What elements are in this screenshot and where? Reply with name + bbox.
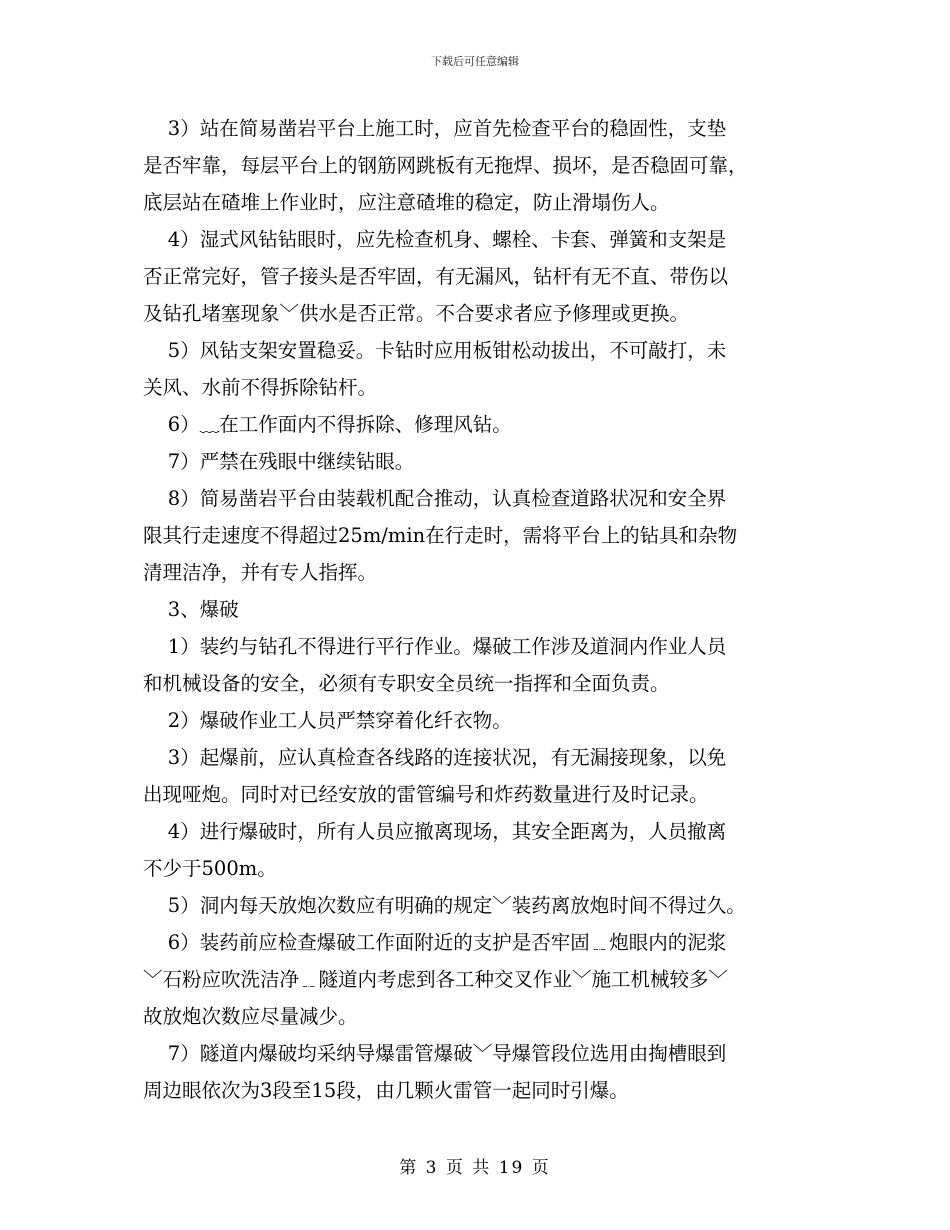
text-line: 5）风钻支架安置稳妥。卡钻时应用板钳松动拔出，不可敲打，未 (143, 339, 727, 362)
text-line: 2）爆破作业工人员严禁穿着化纤衣物。 (143, 709, 512, 732)
page-header-note: 下载后可任意编辑 (431, 55, 519, 68)
text-line: 关风、水前不得拆除钻杆。 (143, 376, 378, 399)
text-line: ﹀石粉应吹洗洁净﹎隧道内考虑到各工种交叉作业﹀施工机械较多﹀ (143, 968, 729, 991)
text-line: 清理洁净，并有专人指挥。 (143, 561, 378, 584)
text-line: 7）隧道内爆破均采纳导爆雷管爆破﹀导爆管段位选用由掏槽眼到 (143, 1042, 727, 1065)
text-line: 出现哑炮。同时对已经安放的雷管编号和炸药数量进行及时记录。 (143, 783, 709, 806)
text-line: 是否牢靠，每层平台上的钢筋网跳板有无拖焊、损坏，是否稳固可靠， (143, 154, 748, 177)
text-line: 4）进行爆破时，所有人员应撤离现场，其安全距离为，人员撤离 (143, 820, 727, 843)
text-line: 1）装约与钻孔不得进行平行作业。爆破工作涉及道洞内作业人员 (143, 635, 727, 658)
text-line: 7）严禁在残眼中继续钻眼。 (143, 450, 415, 473)
text-line: 底层站在碴堆上作业时，应注意碴堆的稳定，防止滑塌伤人。 (143, 191, 670, 214)
document-body (143, 110, 823, 1109)
text-block (143, 110, 823, 1109)
text-line: 3）起爆前，应认真检查各线路的连接状况，有无漏接现象，以免 (143, 746, 727, 769)
section-heading: 3、爆破 (143, 598, 239, 621)
text-line: 否正常完好，管子接头是否牢固，有无漏风，钻杆有无不直、带伤以 (143, 265, 729, 288)
text-line: 周边眼依次为3段至15段，由几颗火雷管一起同时引爆。 (143, 1079, 629, 1102)
text-line: 8）简易凿岩平台由装载机配合推动，认真检查道路状况和安全界 (143, 487, 727, 510)
text-line: 及钻孔堵塞现象﹀供水是否正常。不合要求者应予修理或更换。 (143, 302, 690, 325)
text-line: 6）﹏在工作面内不得拆除、修理风钻。 (143, 413, 512, 436)
text-line: 故放炮次数应尽量减少。 (143, 1005, 358, 1028)
text-line: 和机械设备的安全，必须有专职安全员统一指挥和全面负责。 (143, 672, 670, 695)
page-number: 第 3 页 共 19 页 (399, 1158, 551, 1178)
text-line: 限其行走速度不得超过25m/min在行走时，需将平台上的钻具和杂物 (143, 524, 738, 547)
text-line: 5）洞内每天放炮次数应有明确的规定﹀装药离放炮时间不得过久。 (143, 894, 746, 917)
text-line: 不少于500m。 (143, 857, 277, 880)
text-line: 3）站在简易凿岩平台上施工时，应首先检查平台的稳固性，支垫 (143, 117, 727, 140)
text-line: 6）装药前应检查爆破工作面附近的支护是否牢固﹎炮眼内的泥浆 (143, 931, 727, 954)
text-line: 4）湿式风钻钻眼时，应先检查机身、螺栓、卡套、弹簧和支架是 (143, 228, 727, 251)
